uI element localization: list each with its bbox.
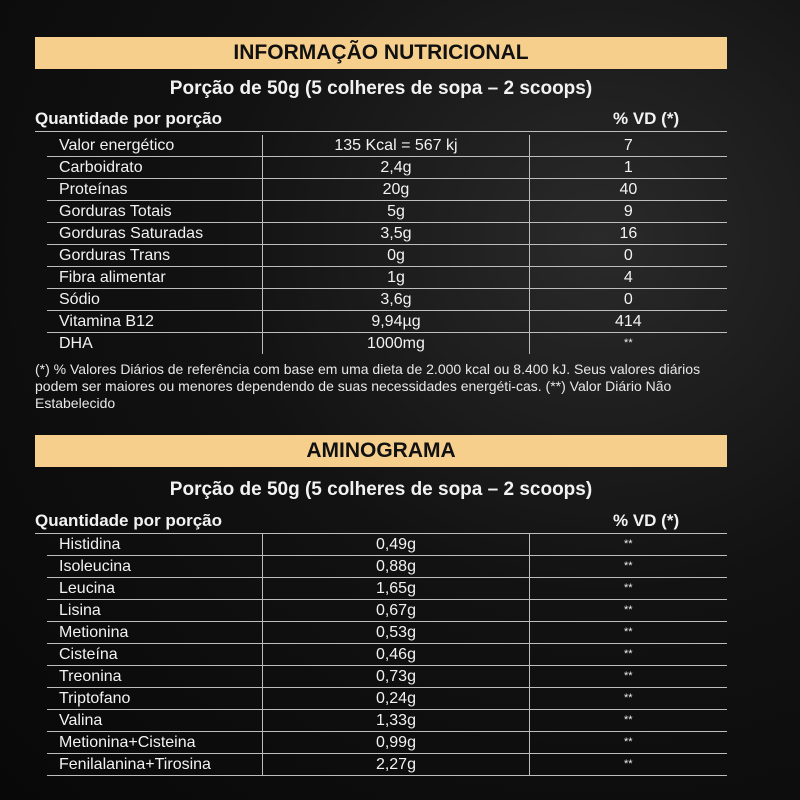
table-row xyxy=(47,622,727,644)
amino-name: Lisina xyxy=(59,602,101,619)
amino-name: Isoleucina xyxy=(59,558,132,575)
nutrient-vd: ** xyxy=(529,333,727,355)
nutrient-name: Vitamina B12 xyxy=(59,313,154,330)
table-row xyxy=(47,223,727,245)
amino-vd: ** xyxy=(529,534,727,556)
nutrient-vd: 0 xyxy=(529,245,727,267)
nutrient-name: Proteínas xyxy=(59,181,128,198)
nutrition-title: INFORMAÇÃO NUTRICIONAL xyxy=(233,41,529,64)
nutrient-name: Gorduras Trans xyxy=(59,247,171,264)
nutrient-amount: 1000mg xyxy=(263,333,529,355)
nutrition-table xyxy=(47,135,727,354)
amino-amount: 0,67g xyxy=(263,600,529,622)
table-row xyxy=(47,333,727,355)
nutrition-footnote: (*) % Valores Diários de referência com base em uma dieta de 2.000 kcal ou 8.400 kJ. Seus valores diários podem ser maiores ou menores dependendo de suas necessidades energéti-cas. (**) Valor Diário Não Estabelecido xyxy=(35,361,701,411)
nutrient-name: DHA xyxy=(59,335,93,352)
table-row xyxy=(47,157,727,179)
table-row xyxy=(47,600,727,622)
aminogram-portion: Porção de 50g (5 colheres de sopa – 2 scoops) xyxy=(169,479,593,500)
table-row xyxy=(47,179,727,201)
table-row xyxy=(47,754,727,776)
nutrient-name: Valor energético xyxy=(59,137,175,154)
nutrient-vd: 1 xyxy=(529,157,727,179)
nutrient-amount: 3,5g xyxy=(263,223,529,245)
nutrient-amount: 9,94µg xyxy=(263,311,529,333)
aminogram-qty-header: Quantidade por porção xyxy=(35,511,223,530)
aminogram-title: AMINOGRAMA xyxy=(306,439,456,462)
amino-name: Fenilalanina+Tirosina xyxy=(59,756,211,773)
amino-amount: 0,53g xyxy=(263,622,529,644)
amino-vd: ** xyxy=(529,688,727,710)
table-row xyxy=(47,710,727,732)
nutrient-vd: 16 xyxy=(529,223,727,245)
amino-vd: ** xyxy=(529,556,727,578)
nutrient-name: Sódio xyxy=(59,291,100,308)
amino-amount: 0,24g xyxy=(263,688,529,710)
table-row xyxy=(47,135,727,157)
table-row xyxy=(47,245,727,267)
nutrient-amount: 2,4g xyxy=(263,157,529,179)
nutrient-vd: 9 xyxy=(529,201,727,223)
table-row xyxy=(47,556,727,578)
amino-amount: 0,88g xyxy=(263,556,529,578)
nutrient-amount: 0g xyxy=(263,245,529,267)
amino-vd: ** xyxy=(529,732,727,754)
amino-vd: ** xyxy=(529,578,727,600)
nutrient-vd: 7 xyxy=(529,135,727,157)
nutrient-amount: 3,6g xyxy=(263,289,529,311)
amino-amount: 0,49g xyxy=(263,534,529,556)
nutrition-header-row xyxy=(35,105,727,132)
nutrient-vd: 4 xyxy=(529,267,727,289)
aminogram-table xyxy=(47,534,727,776)
amino-vd: ** xyxy=(529,600,727,622)
amino-vd: ** xyxy=(529,710,727,732)
table-row xyxy=(47,289,727,311)
nutrition-title-band xyxy=(35,37,727,69)
table-row xyxy=(47,267,727,289)
amino-name: Leucina xyxy=(59,580,116,597)
aminogram-title-band xyxy=(35,435,727,467)
table-row xyxy=(47,732,727,754)
amino-amount: 1,65g xyxy=(263,578,529,600)
nutrient-amount: 20g xyxy=(263,179,529,201)
amino-vd: ** xyxy=(529,754,727,776)
amino-vd: ** xyxy=(529,666,727,688)
amino-name: Triptofano xyxy=(59,690,131,707)
aminogram-vd-header: % VD (*) xyxy=(613,511,680,530)
amino-name: Cisteína xyxy=(59,646,118,663)
amino-name: Treonina xyxy=(59,668,122,685)
nutrition-portion: Porção de 50g (5 colheres de sopa – 2 scoops) xyxy=(169,78,593,99)
nutrient-vd: 414 xyxy=(529,311,727,333)
amino-name: Histidina xyxy=(59,536,121,553)
table-row xyxy=(47,311,727,333)
table-row xyxy=(47,578,727,600)
amino-amount: 2,27g xyxy=(263,754,529,776)
nutrient-name: Gorduras Totais xyxy=(59,203,172,220)
nutrient-vd: 0 xyxy=(529,289,727,311)
nutrient-amount: 135 Kcal = 567 kj xyxy=(263,135,529,157)
amino-amount: 0,99g xyxy=(263,732,529,754)
amino-amount: 1,33g xyxy=(263,710,529,732)
table-row xyxy=(47,644,727,666)
aminogram-header-row xyxy=(35,507,727,534)
nutrient-name: Fibra alimentar xyxy=(59,269,166,286)
nutrient-name: Gorduras Saturadas xyxy=(59,225,204,242)
amino-name: Metionina+Cisteina xyxy=(59,734,196,751)
nutrient-vd: 40 xyxy=(529,179,727,201)
nutrient-amount: 1g xyxy=(263,267,529,289)
table-row xyxy=(47,688,727,710)
table-row xyxy=(47,534,727,556)
amino-amount: 0,73g xyxy=(263,666,529,688)
amino-vd: ** xyxy=(529,644,727,666)
table-row xyxy=(47,201,727,223)
amino-amount: 0,46g xyxy=(263,644,529,666)
amino-vd: ** xyxy=(529,622,727,644)
nutrient-name: Carboidrato xyxy=(59,159,143,176)
amino-name: Metionina xyxy=(59,624,129,641)
nutrition-vd-header: % VD (*) xyxy=(613,109,680,128)
table-row xyxy=(47,666,727,688)
nutrition-qty-header: Quantidade por porção xyxy=(35,109,223,128)
amino-name: Valina xyxy=(59,712,103,729)
nutrient-amount: 5g xyxy=(263,201,529,223)
